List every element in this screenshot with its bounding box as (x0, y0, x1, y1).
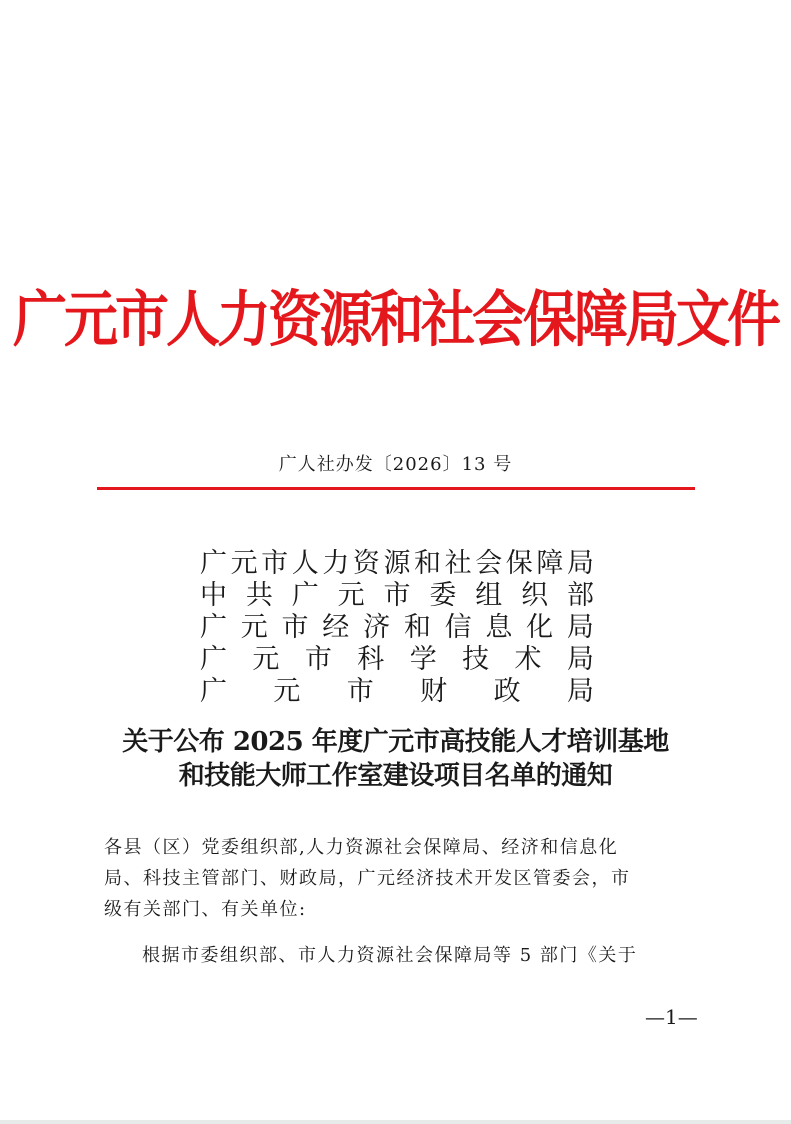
issuing-agencies (200, 548, 594, 708)
document-number: 广人社办发〔2026〕13 号 (278, 454, 513, 475)
issuer-line: 广 元 市 科 学 技 术 局 (200, 644, 594, 675)
issuer-line: 广 元 市 财 政 局 (200, 676, 594, 707)
page-bottom-edge (0, 1120, 791, 1124)
document-title (0, 725, 791, 793)
paragraph-line: 根据市委组织部、市人力资源社会保障局等 5 部门《关于 (142, 945, 638, 966)
title-line: 关于公布 2025 年度广元市高技能人才培训基地 (122, 727, 669, 757)
addressee-line: 级有关部门、有关单位: (104, 899, 307, 920)
red-divider-line (97, 487, 695, 490)
addressee-block (104, 832, 692, 925)
issuer-line: 中 共 广 元 市 委 组 织 部 (200, 580, 594, 611)
addressee-line: 局、科技主管部门、财政局，广元经济技术开发区管委会，市 (104, 868, 631, 889)
page-number: —1— (645, 1005, 698, 1029)
issuer-line: 广 元 市 经 济 和 信 息 化 局 (200, 612, 594, 643)
issuer-line: 广 元 市 人 力 资 源 和 社 会 保 障 局 (200, 548, 594, 579)
addressee-line: 各县（区）党委组织部,人力资源社会保障局、经济和信息化 (104, 837, 619, 858)
body-paragraph (104, 940, 692, 971)
title-line: 和技能大师工作室建设项目名单的通知 (178, 761, 613, 791)
document-masthead: 广元市人力资源和社会保障局文件 (13, 284, 778, 355)
